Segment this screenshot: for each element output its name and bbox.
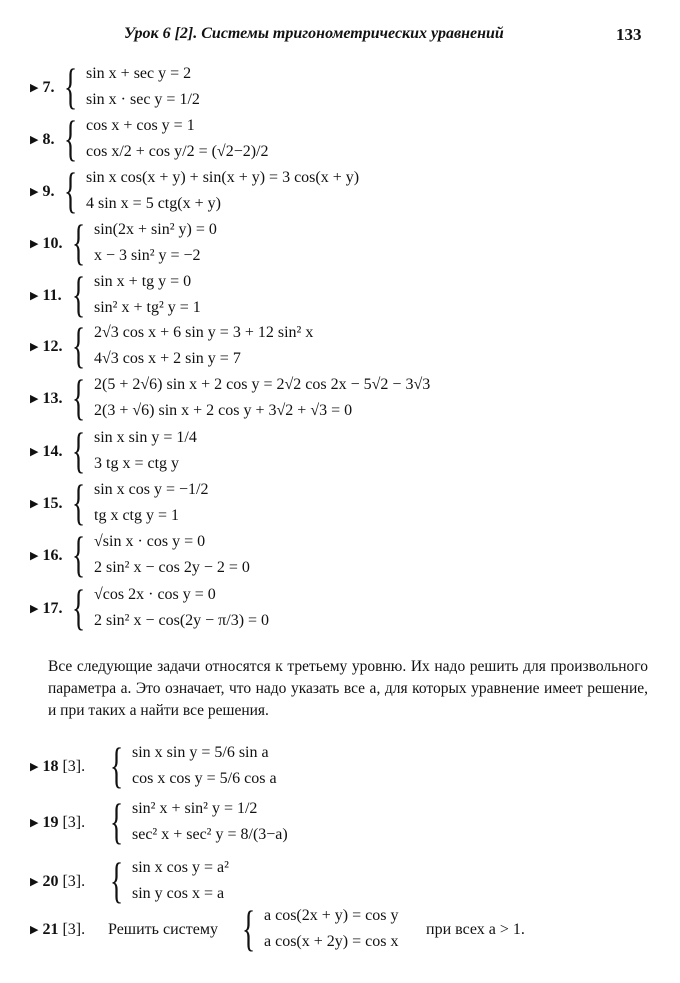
marker-arrow-icon: ▶ (30, 817, 39, 829)
equation-1: 2(5 + 2√6) sin x + 2 cos y = 2√2 cos 2x − 5√2 − 3√3 (94, 376, 431, 393)
problem (30, 369, 670, 425)
problem-number (30, 390, 62, 408)
equation-1: sin x cos(x + y) + sin(x + y) = 3 cos(x + y) (86, 169, 360, 186)
marker-arrow-icon: ▶ (30, 446, 39, 458)
problem-number-text: 21 (42, 921, 59, 938)
marker-arrow-icon: ▶ (30, 876, 39, 888)
level3-intro-paragraph: Все следующие задачи относятся к третьему уровню. Их надо решить для произвольного параметра a. Это означает, что надо указать все a, для которых уравнение имеет решение, и при таких a найти все решения. (48, 658, 648, 719)
equation-1: sin(2x + sin² y) = 0 (94, 221, 217, 238)
problem-suffix-text: при всех a > 1. (426, 921, 525, 938)
problem-number (30, 921, 85, 939)
problem (30, 317, 670, 373)
problem (30, 162, 670, 218)
equation-1: 2√3 cos x + 6 sin y = 3 + 12 sin² x (94, 324, 314, 341)
equation-1: sin² x + sin² y = 1/2 (132, 800, 258, 817)
system-brace-icon: { (72, 214, 86, 270)
marker-arrow-icon: ▶ (30, 238, 39, 250)
marker-arrow-icon: ▶ (30, 393, 39, 405)
equation-2: sec² x + sec² y = 8/(3−a) (132, 826, 288, 843)
problem (30, 110, 670, 166)
equation-1: sin x cos y = a² (132, 859, 229, 876)
equation-1: sin x + tg y = 0 (94, 273, 192, 290)
problem-number (30, 338, 62, 356)
equation-2: cos x cos y = 5/6 cos a (132, 770, 277, 787)
equation-2: tg x ctg y = 1 (94, 507, 180, 524)
equation-1: sin x sin y = 5/6 sin a (132, 744, 269, 761)
equation-1: cos x + cos y = 1 (86, 117, 195, 134)
system-brace-icon: { (72, 369, 86, 425)
problem-number-text: 12. (42, 338, 63, 355)
equation-2: 2(3 + √6) sin x + 2 cos y + 3√2 + √3 = 0 (94, 402, 353, 419)
marker-arrow-icon: ▶ (30, 761, 39, 773)
problem (30, 266, 670, 322)
problem (30, 474, 670, 530)
problem-level-suffix: [3]. (58, 814, 86, 831)
equation-1: √cos 2x · cos y = 0 (94, 586, 216, 603)
problem-level-suffix: [3]. (58, 873, 86, 890)
equation-2: sin x · sec y = 1/2 (86, 91, 200, 108)
marker-arrow-icon: ▶ (30, 290, 39, 302)
system-brace-icon: { (110, 793, 124, 849)
system-brace-icon: { (110, 737, 124, 793)
problem-number-text: 13. (42, 390, 63, 407)
problem-number-text: 15. (42, 495, 63, 512)
problem-number-text: 14. (42, 443, 63, 460)
problem (30, 214, 670, 270)
system-brace-icon: { (242, 900, 256, 956)
equation-2: 2 sin² x − cos 2y − 2 = 0 (94, 559, 250, 576)
problem-number (30, 814, 85, 832)
equation-2: cos x/2 + cos y/2 = (√2−2)/2 (86, 143, 269, 160)
equation-1: sin x sin y = 1/4 (94, 429, 197, 446)
system-brace-icon: { (72, 317, 86, 373)
problem-number-text: 7. (42, 79, 55, 96)
problem (30, 852, 670, 908)
problem-number (30, 495, 62, 513)
system-brace-icon: { (72, 579, 86, 635)
problem-number-text: 9. (42, 183, 55, 200)
page-number: 133 (616, 25, 642, 44)
marker-arrow-icon: ▶ (30, 82, 39, 94)
equation-2: 2 sin² x − cos(2y − π/3) = 0 (94, 612, 270, 629)
system-brace-icon: { (72, 266, 86, 322)
problem-number-text: 8. (42, 131, 55, 148)
marker-arrow-icon: ▶ (30, 498, 39, 510)
problem-number-text: 11. (42, 287, 62, 304)
problem (30, 900, 670, 956)
equation-2: sin² x + tg² y = 1 (94, 299, 201, 316)
problem-number (30, 600, 62, 618)
equation-1: sin x + sec y = 2 (86, 65, 192, 82)
marker-arrow-icon: ▶ (30, 134, 39, 146)
marker-arrow-icon: ▶ (30, 341, 39, 353)
problem-number-text: 20 (42, 873, 59, 890)
equation-2: 3 tg x = ctg y (94, 455, 180, 472)
system-brace-icon: { (72, 474, 86, 530)
problem-number-text: 17. (42, 600, 63, 617)
problem (30, 422, 670, 478)
problem-number (30, 79, 54, 97)
system-brace-icon: { (64, 162, 78, 218)
page-header (0, 22, 680, 48)
equation-2: 4√3 cos x + 2 sin y = 7 (94, 350, 241, 367)
problem-level-suffix: [3]. (58, 921, 86, 938)
equation-2: x − 3 sin² y = −2 (94, 247, 201, 264)
equation-1: a cos(2x + y) = cos y (264, 907, 399, 924)
problem-number (30, 443, 62, 461)
problem-number (30, 183, 54, 201)
problem (30, 579, 670, 635)
problem-number-text: 16. (42, 547, 63, 564)
problem (30, 526, 670, 582)
problem (30, 737, 670, 793)
marker-arrow-icon: ▶ (30, 186, 39, 198)
equation-1: sin x cos y = −1/2 (94, 481, 209, 498)
system-brace-icon: { (64, 58, 78, 114)
problem (30, 58, 670, 114)
system-brace-icon: { (72, 422, 86, 478)
problem-number (30, 758, 85, 776)
system-brace-icon: { (110, 852, 124, 908)
equation-2: a cos(x + 2y) = cos x (264, 933, 399, 950)
problem-number (30, 547, 62, 565)
problem-number (30, 235, 62, 253)
problem-prefix-text: Решить систему (108, 921, 218, 938)
equation-2: sin y cos x = a (132, 885, 225, 902)
system-brace-icon: { (72, 526, 86, 582)
problem-number-text: 19 (42, 814, 59, 831)
equation-1: √sin x · cos y = 0 (94, 533, 206, 550)
equation-2: 4 sin x = 5 ctg(x + y) (86, 195, 221, 212)
system-brace-icon: { (64, 110, 78, 166)
problem-number-text: 18 (42, 758, 59, 775)
marker-arrow-icon: ▶ (30, 603, 39, 615)
problem (30, 793, 670, 849)
problem-number (30, 131, 54, 149)
problem-number (30, 287, 62, 305)
running-title: Урок 6 [2]. Системы тригонометрических уравнений (124, 25, 504, 42)
problem-number (30, 873, 85, 891)
problem-number-text: 10. (42, 235, 63, 252)
problem-level-suffix: [3]. (58, 758, 86, 775)
marker-arrow-icon: ▶ (30, 924, 39, 936)
marker-arrow-icon: ▶ (30, 550, 39, 562)
